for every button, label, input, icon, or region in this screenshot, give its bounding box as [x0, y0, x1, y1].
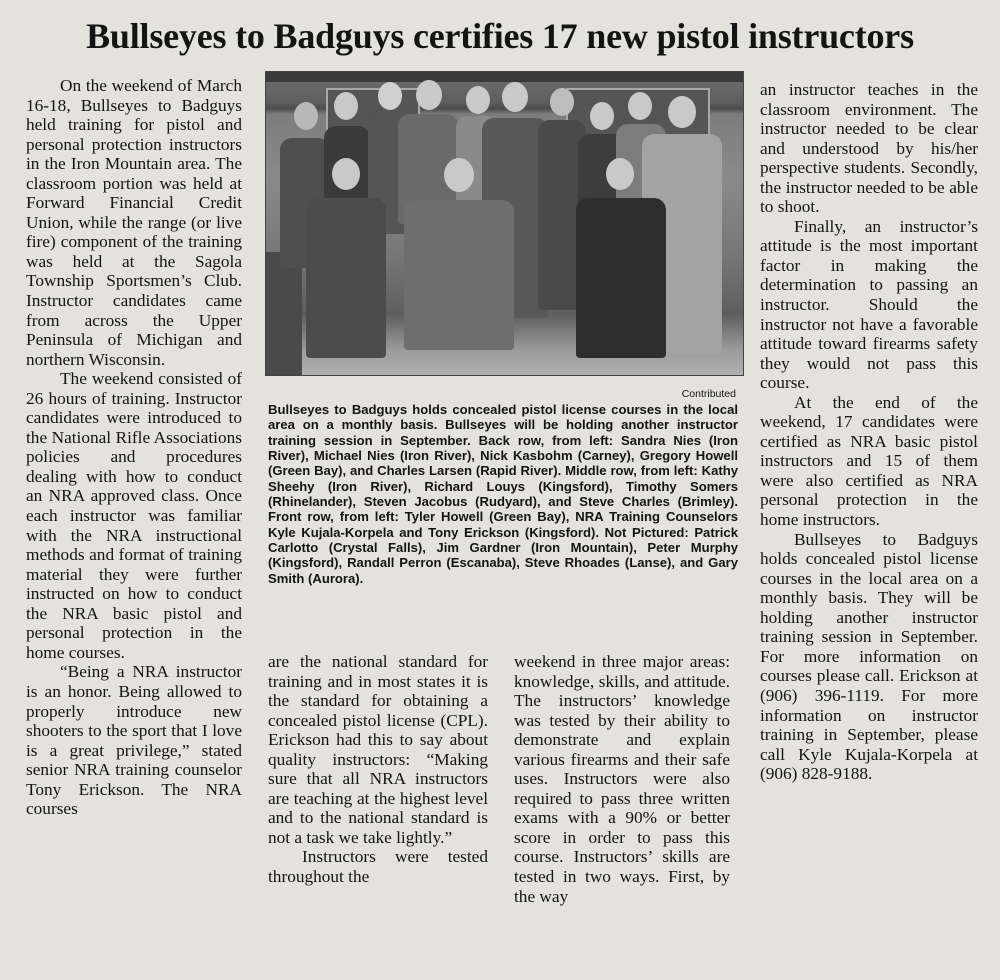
article-paragraph: “Being a NRA instructor is an honor. Being allowed to properly introduce new shooters to the sport that I love is a great privilege,” stated senior NRA training counselor Tony Erickson. The NRA courses — [26, 662, 242, 819]
article-column-2 — [268, 652, 488, 887]
headline: Bullseyes to Badguys certifies 17 new pistol instructors — [86, 16, 914, 56]
article-paragraph: Bullseyes to Badguys holds concealed pistol license courses in the local area on a monthly basis. They will be holding another instructor training session in September. For more information on courses please call. Erickson at (906) 396-1119. For more information on instructor training in September, please call Kyle Kujala-Korpela at (906) 828-9188. — [760, 529, 978, 784]
article-paragraph: On the weekend of March 16-18, Bullseyes to Badguys held training for pistol and personal protection instructors in the Iron Mountain area. The classroom portion was held at Forward Financial Credit Union, while the range (or live fire) component of the training was held at the Sagola Township Sportsmen’s Club. Instructor candidates came from across the Upper Peninsula of Michigan and northern Wisconsin. — [26, 76, 242, 369]
article-paragraph: Instructors were tested throughout the — [268, 847, 488, 887]
photo-credit: Contributed — [681, 388, 736, 400]
article-paragraph: are the national standard for training and in most states it is the standard for obtaining a concealed pistol license (CPL). Erickson had this to say about quality instructors: “Making sure that all NRA instructors are teaching at the highest level and to the national standard is not a task we take lightly.” — [268, 652, 488, 847]
article-column-4 — [760, 80, 978, 784]
article-paragraph: The weekend consisted of 26 hours of training. Instructor candidates were introduced to the National Rifle Associations policies and procedures dealing with how to conduct an NRA approved class. Once each instructor was familiar with the NRA instructional methods and format of training material they were further instructed on how to conduct the NRA basic pistol and personal protection in the home courses. — [26, 369, 242, 662]
article-paragraph: an instructor teaches in the classroom environment. The instructor needed to be clear and understood by his/her perspective students. Secondly, the instructor needed to be able to shoot. — [760, 80, 978, 217]
article-column-3 — [514, 652, 730, 906]
photo-caption: Bullseyes to Badguys holds concealed pistol license courses in the local area on a monthly basis. Bullseyes will be holding another instructor training session in September. Back row, from left: Sandra Nies (Iron River), Michael Nies (Iron River), Nick Kasbohm (Carney), Gregory Howell (Green Bay), and Charles Larsen (Rapid River). Middle row, from left: Kathy Sheehy (Iron River), Richard Louys (Kingsford), Timothy Somers (Rhinelander), Steven Jacobus (Rudyard), and Steve Charles (Brimley). Front row, from left: Tyler Howell (Green Bay), NRA Training Counselors Kyle Kujala-Korpela and Tony Erickson (Kingsford). Not Pictured: Patrick Carlotto (Crystal Falls), Jim Gardner (Iron Mountain), Peter Murphy (Kingsford), Randall Perron (Escanaba), Steve Rhoades (Lanse), and Gary Smith (Aurora). — [268, 402, 738, 586]
article-paragraph: Finally, an instructor’s attitude is the most important factor in making the determination to passing an instructor. Should the instructor not have a favorable attitude toward firearms safety they would not pass this course. — [760, 216, 978, 393]
article-column-1 — [26, 76, 242, 819]
article-paragraph: weekend in three major areas: knowledge, skills, and attitude. The instructors’ knowledge was tested by their ability to demonstrate and explain various firearms and their safe uses. Instructors were also required to pass three written exams with a 90% or better score in order to pass this course. Instructors’ skills are tested in two ways. First, by the way — [514, 652, 730, 906]
article-paragraph: At the end of the weekend, 17 candidates were certified as NRA basic pistol instructors and 15 of them were also certified as NRA personal protection in the home instructors. — [760, 392, 978, 530]
group-photo — [265, 71, 744, 376]
